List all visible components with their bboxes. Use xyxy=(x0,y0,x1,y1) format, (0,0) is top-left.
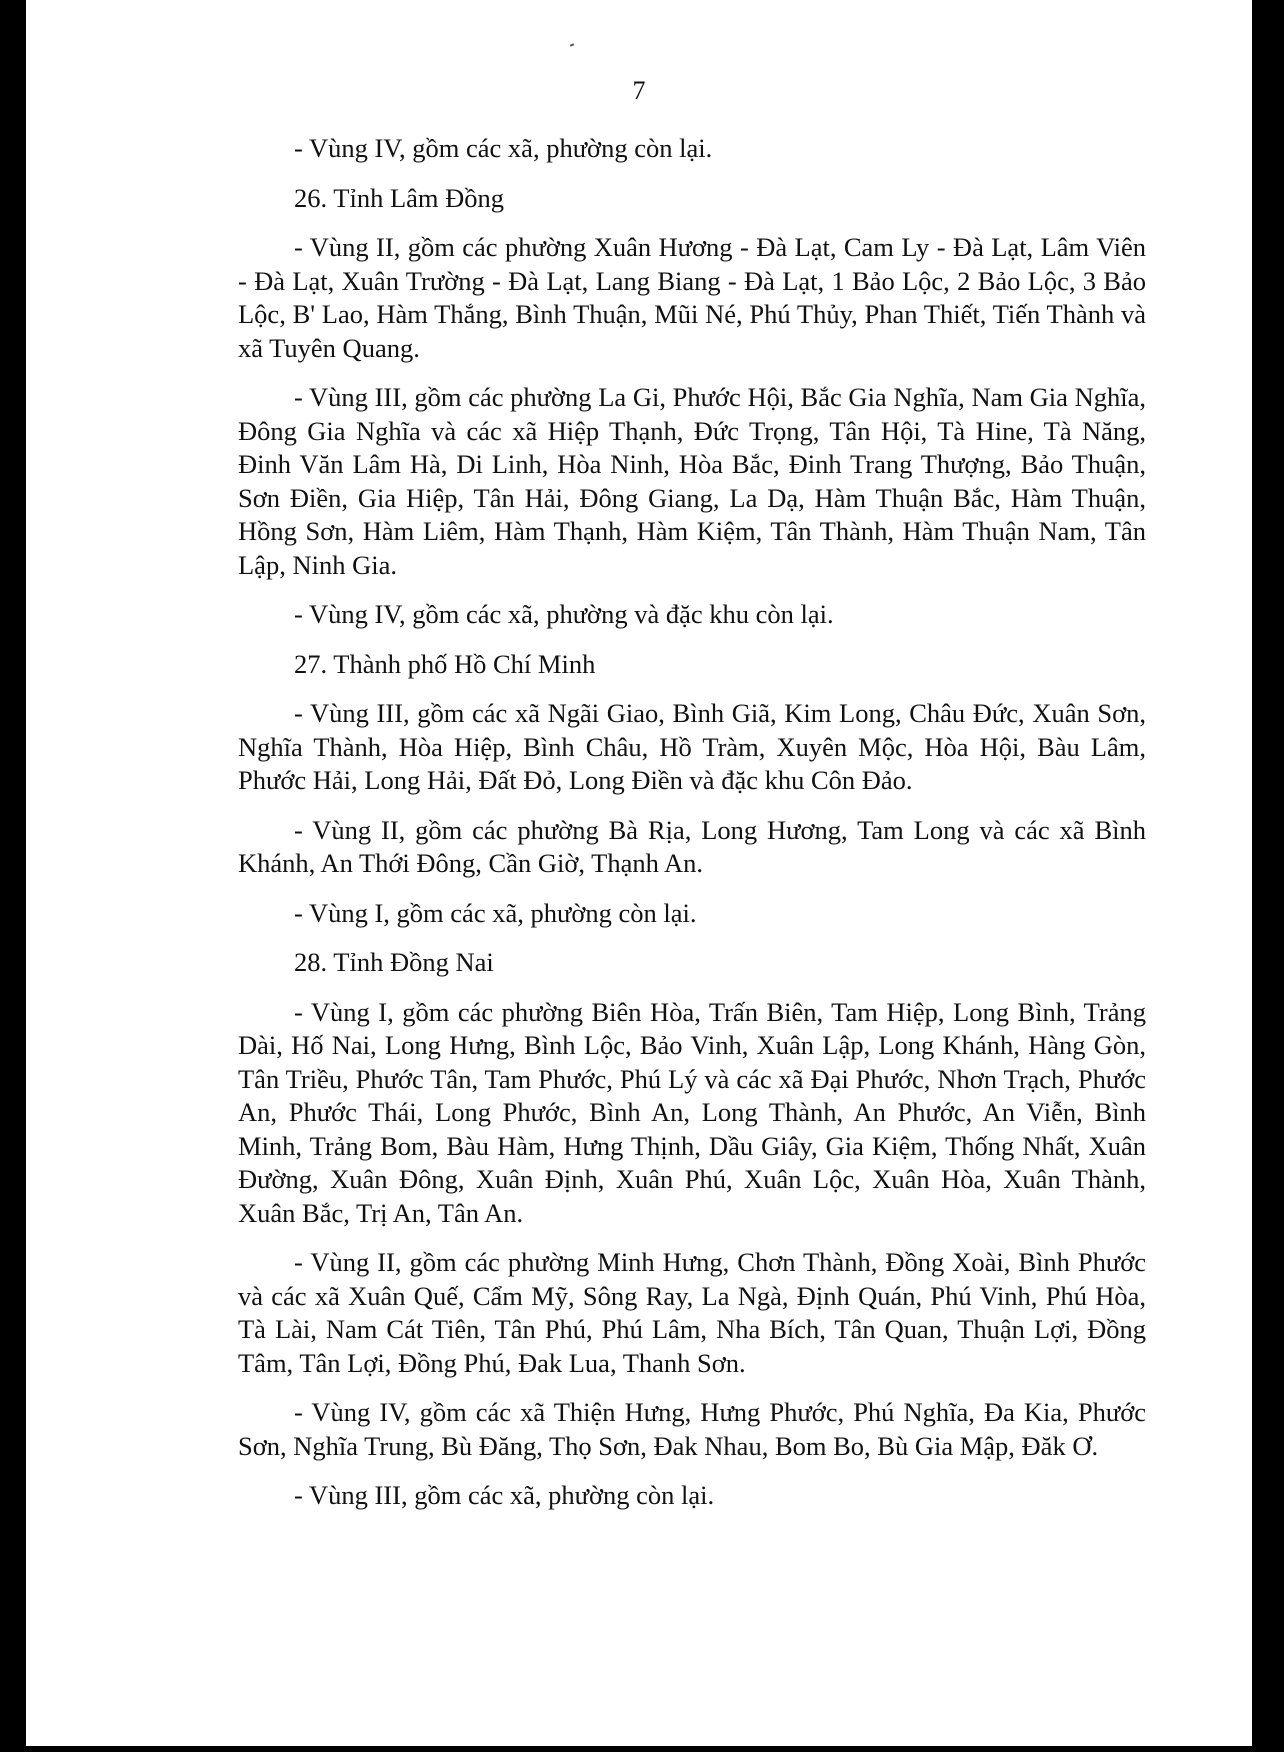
paragraph-lam-dong-zone-iii: - Vùng III, gồm các phường La Gi, Phước Hội, Bắc Gia Nghĩa, Nam Gia Nghĩa, Đông Gia Nghĩa và các xã Hiệp Thạnh, Đức Trọng, Tân Hội, Tà Hine, Tà Năng, Đinh Văn Lâm Hà, Di Linh, Hòa Ninh, Hòa Bắc, Đinh Trang Thượng, Bảo Thuận, Sơn Điền, Gia Hiệp, Tân Hải, Đông Giang, La Dạ, Hàm Thuận Bắc, Hàm Thuận, Hồng Sơn, Hàm Liêm, Hàm Thạnh, Hàm Kiệm, Tân Thành, Hàm Thuận Nam, Tân Lập, Ninh Gia. xyxy=(238,382,1146,580)
heading-dong-nai: 28. Tỉnh Đồng Nai xyxy=(294,947,494,977)
document-body xyxy=(238,132,1146,1529)
paragraph-hcm-zone-i: - Vùng I, gồm các xã, phường còn lại. xyxy=(294,897,697,928)
paragraph-dong-nai-zone-iv: - Vùng IV, gồm các xã Thiện Hưng, Hưng Phước, Phú Nghĩa, Đa Kia, Phước Sơn, Nghĩa Trung, Bù Đăng, Thọ Sơn, Đak Nhau, Bom Bo, Bù Gia Mập, Đăk Ơ. xyxy=(238,1397,1146,1461)
document-page xyxy=(26,0,1252,1746)
paragraph-hcm-zone-iii: - Vùng III, gồm các xã Ngãi Giao, Bình Giã, Kim Long, Châu Đức, Xuân Sơn, Nghĩa Thành, Hòa Hiệp, Bình Châu, Hồ Tràm, Xuyên Mộc, Hòa Hội, Bàu Lâm, Phước Hải, Long Hải, Đất Đỏ, Long Điền và đặc khu Côn Đảo. xyxy=(238,698,1146,795)
paragraph-dong-nai-zone-ii: - Vùng II, gồm các phường Minh Hưng, Chơn Thành, Đồng Xoài, Bình Phước và các xã Xuân Quế, Cẩm Mỹ, Sông Ray, La Ngà, Định Quán, Phú Vinh, Phú Hòa, Tà Lài, Nam Cát Tiên, Tân Phú, Phú Lâm, Nha Bích, Tân Quan, Thuận Lợi, Đồng Tâm, Tân Lợi, Đồng Phú, Đak Lua, Thanh Sơn. xyxy=(238,1247,1146,1378)
heading-ho-chi-minh: 27. Thành phố Hồ Chí Minh xyxy=(294,648,596,679)
paragraph-dong-nai-zone-i: - Vùng I, gồm các phường Biên Hòa, Trấn Biên, Tam Hiệp, Long Bình, Trảng Dài, Hố Nai, Long Hưng, Bình Lộc, Bảo Vinh, Xuân Lập, Long Khánh, Hàng Gòn, Tân Triều, Phước Tân, Tam Phước, Phú Lý và các xã Đại Phước, Nhơn Trạch, Phước An, Phước Thái, Long Phước, Bình An, Long Thành, An Phước, An Viễn, Bình Minh, Trảng Bom, Bàu Hàm, Hưng Thịnh, Dầu Giây, Gia Kiệm, Thống Nhất, Xuân Đường, Xuân Đông, Xuân Định, Xuân Phú, Xuân Lộc, Xuân Hòa, Xuân Thành, Xuân Bắc, Trị An, Tân An. xyxy=(238,996,1146,1228)
paragraph-hcm-zone-ii: - Vùng II, gồm các phường Bà Rịa, Long Hương, Tam Long và các xã Bình Khánh, An Thới Đông, Cần Giờ, Thạnh An. xyxy=(238,814,1146,878)
scan-speck xyxy=(570,43,574,46)
paragraph-remaining-zone-iv: - Vùng IV, gồm các xã, phường còn lại. xyxy=(294,133,713,163)
heading-lam-dong: 26. Tỉnh Lâm Đồng xyxy=(294,182,505,213)
page-number: 7 xyxy=(632,76,646,105)
paragraph-lam-dong-zone-ii: - Vùng II, gồm các phường Xuân Hương - Đà Lạt, Cam Ly - Đà Lạt, Lâm Viên - Đà Lạt, Xuân Trường - Đà Lạt, Lang Biang - Đà Lạt, 1 Bảo Lộc, 2 Bảo Lộc, 3 Bảo Lộc, B' Lao, Hàm Thắng, Bình Thuận, Mũi Né, Phú Thủy, Phan Thiết, Tiến Thành và xã Tuyên Quang. xyxy=(238,232,1146,363)
paragraph-dong-nai-zone-iii: - Vùng III, gồm các xã, phường còn lại. xyxy=(294,1480,715,1510)
paragraph-lam-dong-zone-iv: - Vùng IV, gồm các xã, phường và đặc khu còn lại. xyxy=(294,599,834,629)
